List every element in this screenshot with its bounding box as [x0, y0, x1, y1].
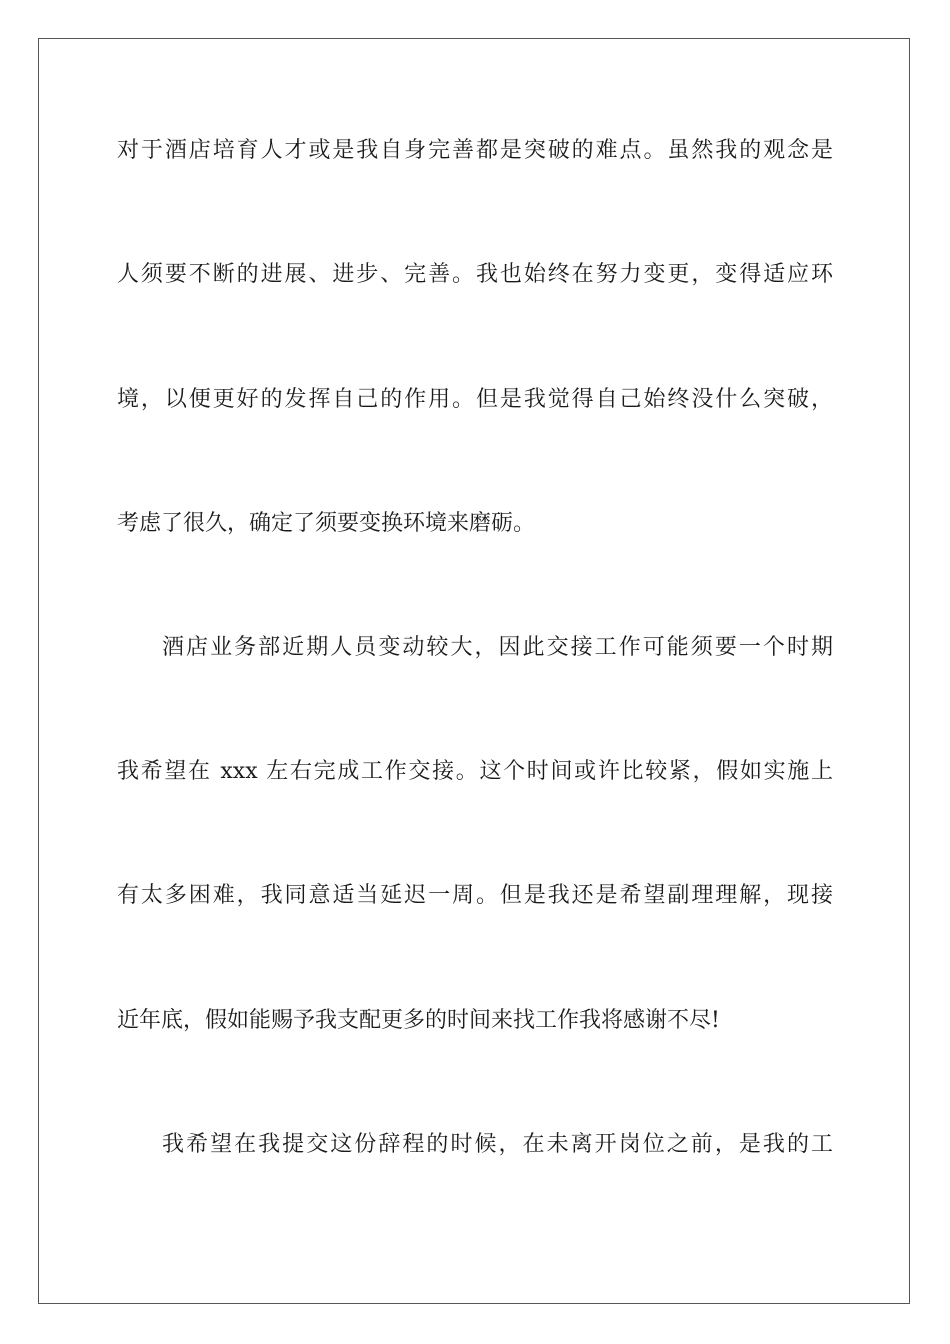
text-line-4: 考虑了很久，确定了须要变换环境来磨砺。	[117, 511, 536, 536]
text-line-6: 我希望在 xxx 左右完成工作交接。这个时间或许比较紧，假如实施上	[117, 759, 833, 784]
text-line-2: 人须要不断的进展、进步、完善。我也始终在努力变更，变得适应环	[117, 262, 833, 287]
page-border	[38, 38, 910, 1304]
text-line-1: 对于酒店培育人才或是我自身完善都是突破的难点。虽然我的观念是	[117, 138, 833, 163]
text-line-3: 境，以便更好的发挥自己的作用。但是我觉得自己始终没什么突破，	[117, 387, 833, 412]
text-line-8: 近年底，假如能赐予我支配更多的时间来找工作我将感谢不尽!	[117, 1008, 720, 1033]
text-line-9: 我希望在我提交这份辞程的时候，在未离开岗位之前，是我的工	[162, 1132, 833, 1157]
text-line-5: 酒店业务部近期人员变动较大，因此交接工作可能须要一个时期	[162, 635, 833, 660]
text-line-7: 有太多困难，我同意适当延迟一周。但是我还是希望副理理解，现接	[117, 883, 833, 908]
